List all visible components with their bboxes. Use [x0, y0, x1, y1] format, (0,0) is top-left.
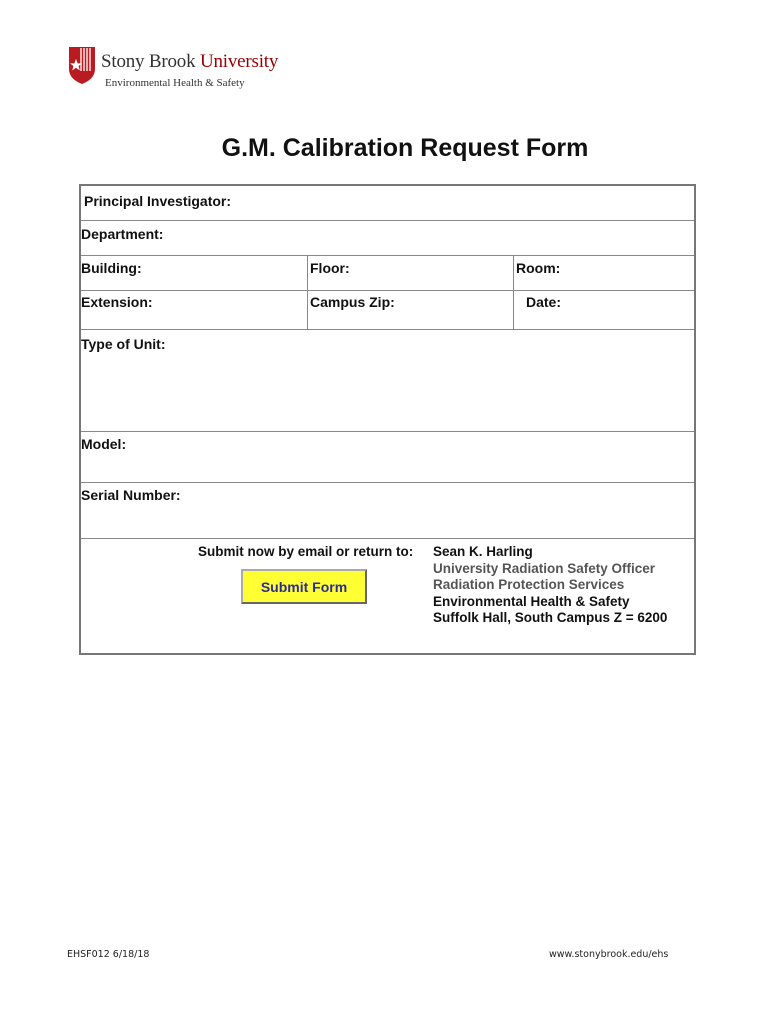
room-label: Room:: [516, 260, 561, 276]
date-label: Date:: [526, 294, 562, 310]
row-department: [81, 220, 694, 256]
column-divider: [513, 255, 514, 329]
pi-label: Principal Investigator:: [84, 193, 232, 209]
university-logo: [67, 45, 297, 95]
submit-form-button[interactable]: Submit Form: [241, 569, 367, 604]
page-title: G.M. Calibration Request Form: [221, 134, 589, 162]
type-of-unit-label: Type of Unit:: [81, 336, 166, 352]
contact-address: Suffolk Hall, South Campus Z = 6200: [433, 610, 668, 625]
extension-label: Extension:: [81, 294, 153, 310]
contact-title: University Radiation Safety Officer: [433, 561, 656, 576]
serial-number-label: Serial Number:: [81, 487, 181, 503]
form-id: EHSF012 6/18/18: [67, 949, 150, 960]
row-model: [81, 431, 694, 483]
floor-label: Floor:: [310, 260, 350, 276]
row-type-of-unit: [81, 329, 694, 432]
contact-office: Radiation Protection Services: [433, 577, 625, 592]
footer-url[interactable]: www.stonybrook.edu/ehs: [549, 949, 669, 960]
row-building: [81, 255, 694, 291]
university-name: Stony Brook University: [101, 51, 279, 72]
model-label: Model:: [81, 436, 127, 452]
department-label: Department:: [81, 226, 164, 242]
contact-unit: Environmental Health & Safety: [433, 594, 630, 609]
submit-instruction: Submit now by email or return to:: [198, 544, 414, 559]
column-divider: [307, 255, 308, 329]
seal-icon: [67, 45, 99, 85]
contact-name: Sean K. Harling: [433, 544, 533, 559]
building-label: Building:: [81, 260, 142, 276]
department-name: Environmental Health & Safety: [105, 77, 245, 89]
campus-zip-label: Campus Zip:: [310, 294, 395, 310]
